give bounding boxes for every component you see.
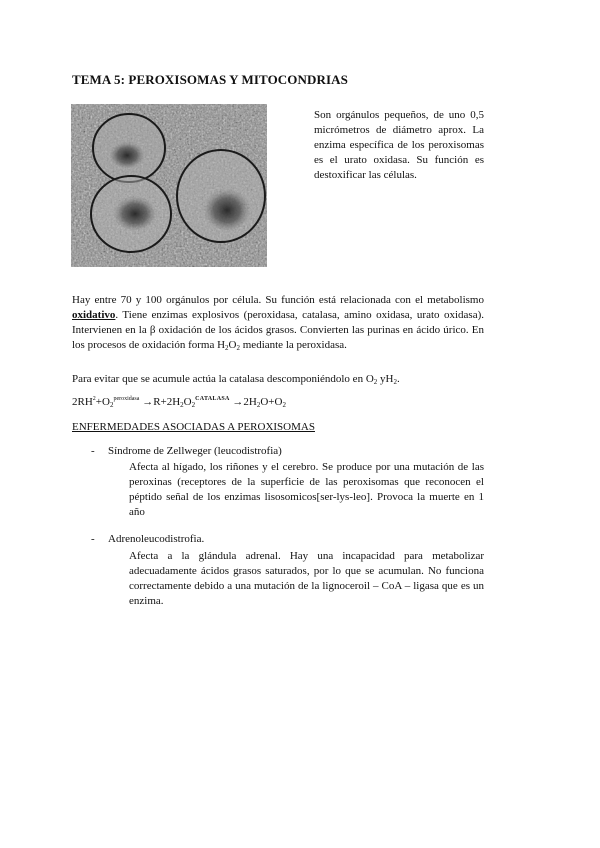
formula-part: +O xyxy=(95,396,110,408)
formula-part: O+O xyxy=(260,396,283,408)
subscript: 2 xyxy=(225,344,229,352)
subscript: 2 xyxy=(109,401,114,409)
disease-name-adrenoleucodistrofia: Adrenoleucodistrofia. xyxy=(108,533,205,545)
disease-description-adrenoleucodistrofia: Afecta a la glándula adrenal. Hay una incapacidad para metabolizar adecuadamente ácidos grasos saturados, por lo que se acumulan. No funciona correctamente debido a una mutación de la lignoceroil – CoA – ligasa que es un enzima. xyxy=(129,550,484,607)
subscript: 2 xyxy=(191,401,196,409)
enzyme-label-peroxidasa: peroxidasa xyxy=(113,396,140,402)
chemical-formula xyxy=(72,396,286,409)
subscript: 2 xyxy=(282,401,286,409)
paragraph-catalase xyxy=(72,372,484,390)
section-heading: ENFERMEDADES ASOCIADAS A PEROXISOMAS xyxy=(72,421,315,433)
formula-part: →2H xyxy=(229,396,257,408)
peroxisome-micrograph xyxy=(71,104,267,267)
list-dash: - xyxy=(91,445,95,457)
formula-part: 2RH xyxy=(72,396,93,408)
subscript: 2 xyxy=(373,378,378,386)
paragraph-catalase-text: Para evitar que se acumule actúa la catalasa descomponiéndolo en O xyxy=(72,373,374,385)
hydrogen-symbol: yH xyxy=(377,373,394,385)
enzyme-label-catalasa: CATALASA xyxy=(195,396,230,402)
subscript: 2 xyxy=(180,401,184,409)
disease-name-zellweger: Síndrome de Zellweger (leucodistrofia) xyxy=(108,445,282,457)
paragraph-function-body: . Tiene enzimas explosivos (peroxidasa, catalasa, amino oxidasa, urato oxidasa). Intervienen en la β oxidación de los ácidos grasos. Convierten las purinas en ácido úrico. En los procesos de oxidación forma H xyxy=(72,309,484,351)
oxygen-symbol: O xyxy=(228,339,237,351)
page-title: TEMA 5: PEROXISOMAS Y MITOCONDRIAS xyxy=(72,72,348,87)
subscript: 2 xyxy=(236,344,240,352)
list-dash: - xyxy=(91,533,95,545)
paragraph-function-start: Hay entre 70 y 100 orgánulos por célula. Su función está relacionada con el metabolismo xyxy=(72,294,484,306)
bold-term-oxidativo: oxidativo xyxy=(72,309,116,321)
disease-description-zellweger: Afecta al hígado, los riñones y el cerebro. Se produce por una mutación de las peroxinas (receptores de la superficie de las peroxisomas que reconocen el péptido señal de los enzimas lisosomicos[ser-lys-leo]. Provoca la muerte en 1 año xyxy=(129,461,484,518)
paragraph-function xyxy=(72,293,484,356)
formula-part: →R+2H xyxy=(139,396,181,408)
paragraph-catalase-end: . xyxy=(396,373,400,385)
subscript: 2 xyxy=(393,378,397,386)
subscript: 2 xyxy=(256,401,261,409)
formula-part: O xyxy=(183,396,192,408)
paragraph-function-end: mediante la peroxidasa. xyxy=(240,339,347,351)
superscript: 2 xyxy=(92,396,96,402)
intro-paragraph: Son orgánulos pequeños, de uno 0,5 micrómetros de diámetro aprox. La enzima específica de los peroxisomas es el urato oxidasa. Su función es destoxificar las células. xyxy=(314,109,484,181)
